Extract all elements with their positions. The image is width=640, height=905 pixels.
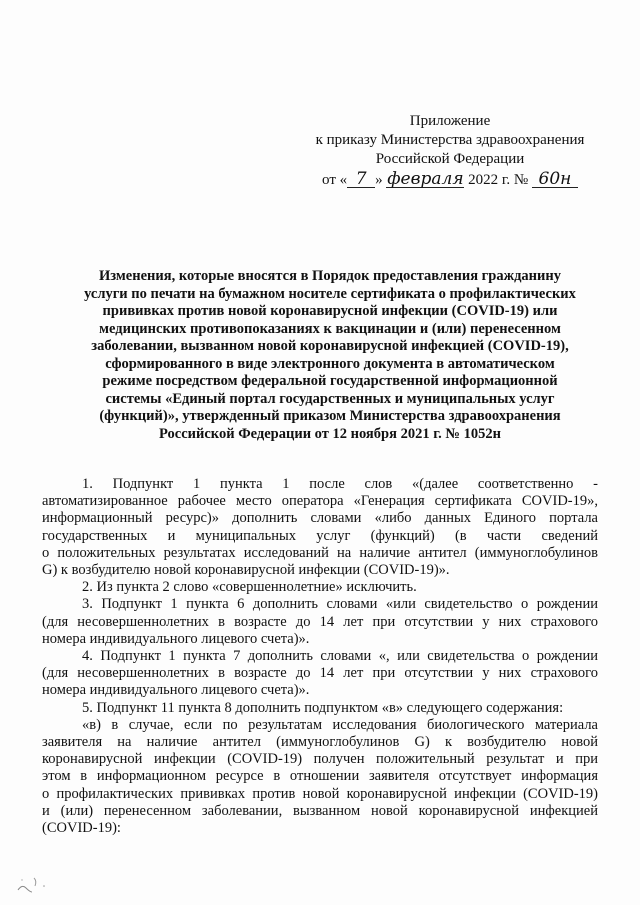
- paragraph-4: [42, 648, 598, 700]
- paragraph-5: [42, 700, 598, 717]
- paragraph-line: коронавирусной инфекции (COVID-19) получен положительный результат и при: [42, 751, 598, 768]
- paragraph-line: 3. Подпункт 1 пункта 6 дополнить словами «или свидетельство о рождении: [82, 596, 598, 613]
- title-line: Изменения, которые вносятся в Порядок предоставления гражданину: [99, 268, 561, 284]
- paragraph-line: «в) в случае, если по результатам исследования биологического материала: [82, 716, 598, 733]
- paragraph-line: (для несовершеннолетних в возрасте до 14 лет при отсутствии у них страхового: [42, 665, 598, 682]
- title-line: системы «Единый портал государственных и муниципальных услуг: [105, 390, 555, 407]
- handwritten-month: февраля: [387, 169, 464, 189]
- paragraph-line: о положительных результатах исследований на наличие антител (иммуноглобулинов: [42, 544, 598, 561]
- paragraph-line: 1. Подпункт 1 пункта 1 после слов «(далее соответственно -: [82, 476, 598, 492]
- document-title: [70, 268, 590, 443]
- title-line: прививках против новой коронавирусной инфекции (COVID-19) или: [102, 303, 558, 319]
- title-line: (функций)», утвержденный приказом Министерства здравоохранения: [99, 408, 561, 424]
- title-line: сформированного в виде электронного документа в автоматическом: [105, 355, 555, 372]
- order-reference: к приказу Министерства здравоохранения: [315, 132, 585, 148]
- country-name: Российской Федерации: [375, 151, 525, 167]
- paragraph-line: 2. Из пункта 2 слово «совершеннолетние» исключить.: [82, 579, 417, 596]
- title-line: Российской Федерации от 12 ноября 2021 г. № 1052н: [159, 425, 501, 442]
- paragraph-line: и (или) перенесенном заболевании, вызванном новой коронавирусной инфекцией: [42, 802, 598, 819]
- paragraph-line: государственных и муниципальных услуг (функций) (в части сведений: [42, 527, 598, 544]
- paragraph-line: номера индивидуального лицевого счета)».: [42, 630, 310, 647]
- paragraph-6: [42, 717, 598, 837]
- paragraph-2: [42, 579, 598, 596]
- title-line: заболевании, вызванном новой коронавирусной инфекцией (COVID-19),: [91, 338, 569, 354]
- title-line: медицинских противопоказаниях к вакцинации и (или) перенесенном: [99, 320, 561, 337]
- paragraph-line: 5. Подпункт 11 пункта 8 дополнить подпунктом «в» следующего содержания:: [82, 699, 564, 716]
- appendix-header: [300, 112, 600, 190]
- date-mid: »: [375, 172, 383, 188]
- paragraph-line: (для несовершеннолетних в возрасте до 14 лет при отсутствии у них страхового: [42, 613, 598, 630]
- paragraph-line: о профилактических прививках против новой коронавирусной инфекции (COVID-19): [42, 785, 598, 802]
- document-body: [42, 476, 598, 837]
- appendix-label: Приложение: [409, 113, 491, 129]
- paragraph-line: G) к возбудителю новой коронавирусной инфекции (COVID-19)».: [42, 562, 450, 579]
- paragraph-line: этом в информационном ресурсе в отношении заявителя отсутствует информация: [42, 768, 598, 785]
- handwritten-doc-number: 60н: [532, 171, 578, 188]
- date-prefix: от «: [322, 172, 348, 188]
- order-date-line: [300, 171, 600, 190]
- date-year: 2022 г. №: [468, 172, 529, 188]
- paragraph-line: 4. Подпункт 1 пункта 7 дополнить словами «, или свидетельства о рождении: [82, 648, 598, 665]
- title-line: услуги по печати на бумажном носителе сертификата о профилактических: [84, 285, 576, 302]
- paragraph-line: автоматизированное рабочее место оператора «Генерация сертификата COVID-19»,: [42, 493, 598, 510]
- paragraph-3: [42, 596, 598, 648]
- handwritten-day: 7: [347, 171, 375, 188]
- paragraph-1: [42, 476, 598, 579]
- paragraph-line: информационный ресурс)» дополнить словами «либо данных Единого портала: [42, 510, 598, 527]
- margin-mark-icon: [14, 868, 54, 898]
- paragraph-line: (COVID-19):: [42, 820, 121, 837]
- paragraph-line: номера индивидуального лицевого счета)».: [42, 682, 310, 699]
- title-line: режиме посредством федеральной государственной информационной: [102, 373, 558, 389]
- paragraph-line: заявителя на наличие антител (иммуноглобулинов G) к возбудителю новой: [42, 734, 598, 751]
